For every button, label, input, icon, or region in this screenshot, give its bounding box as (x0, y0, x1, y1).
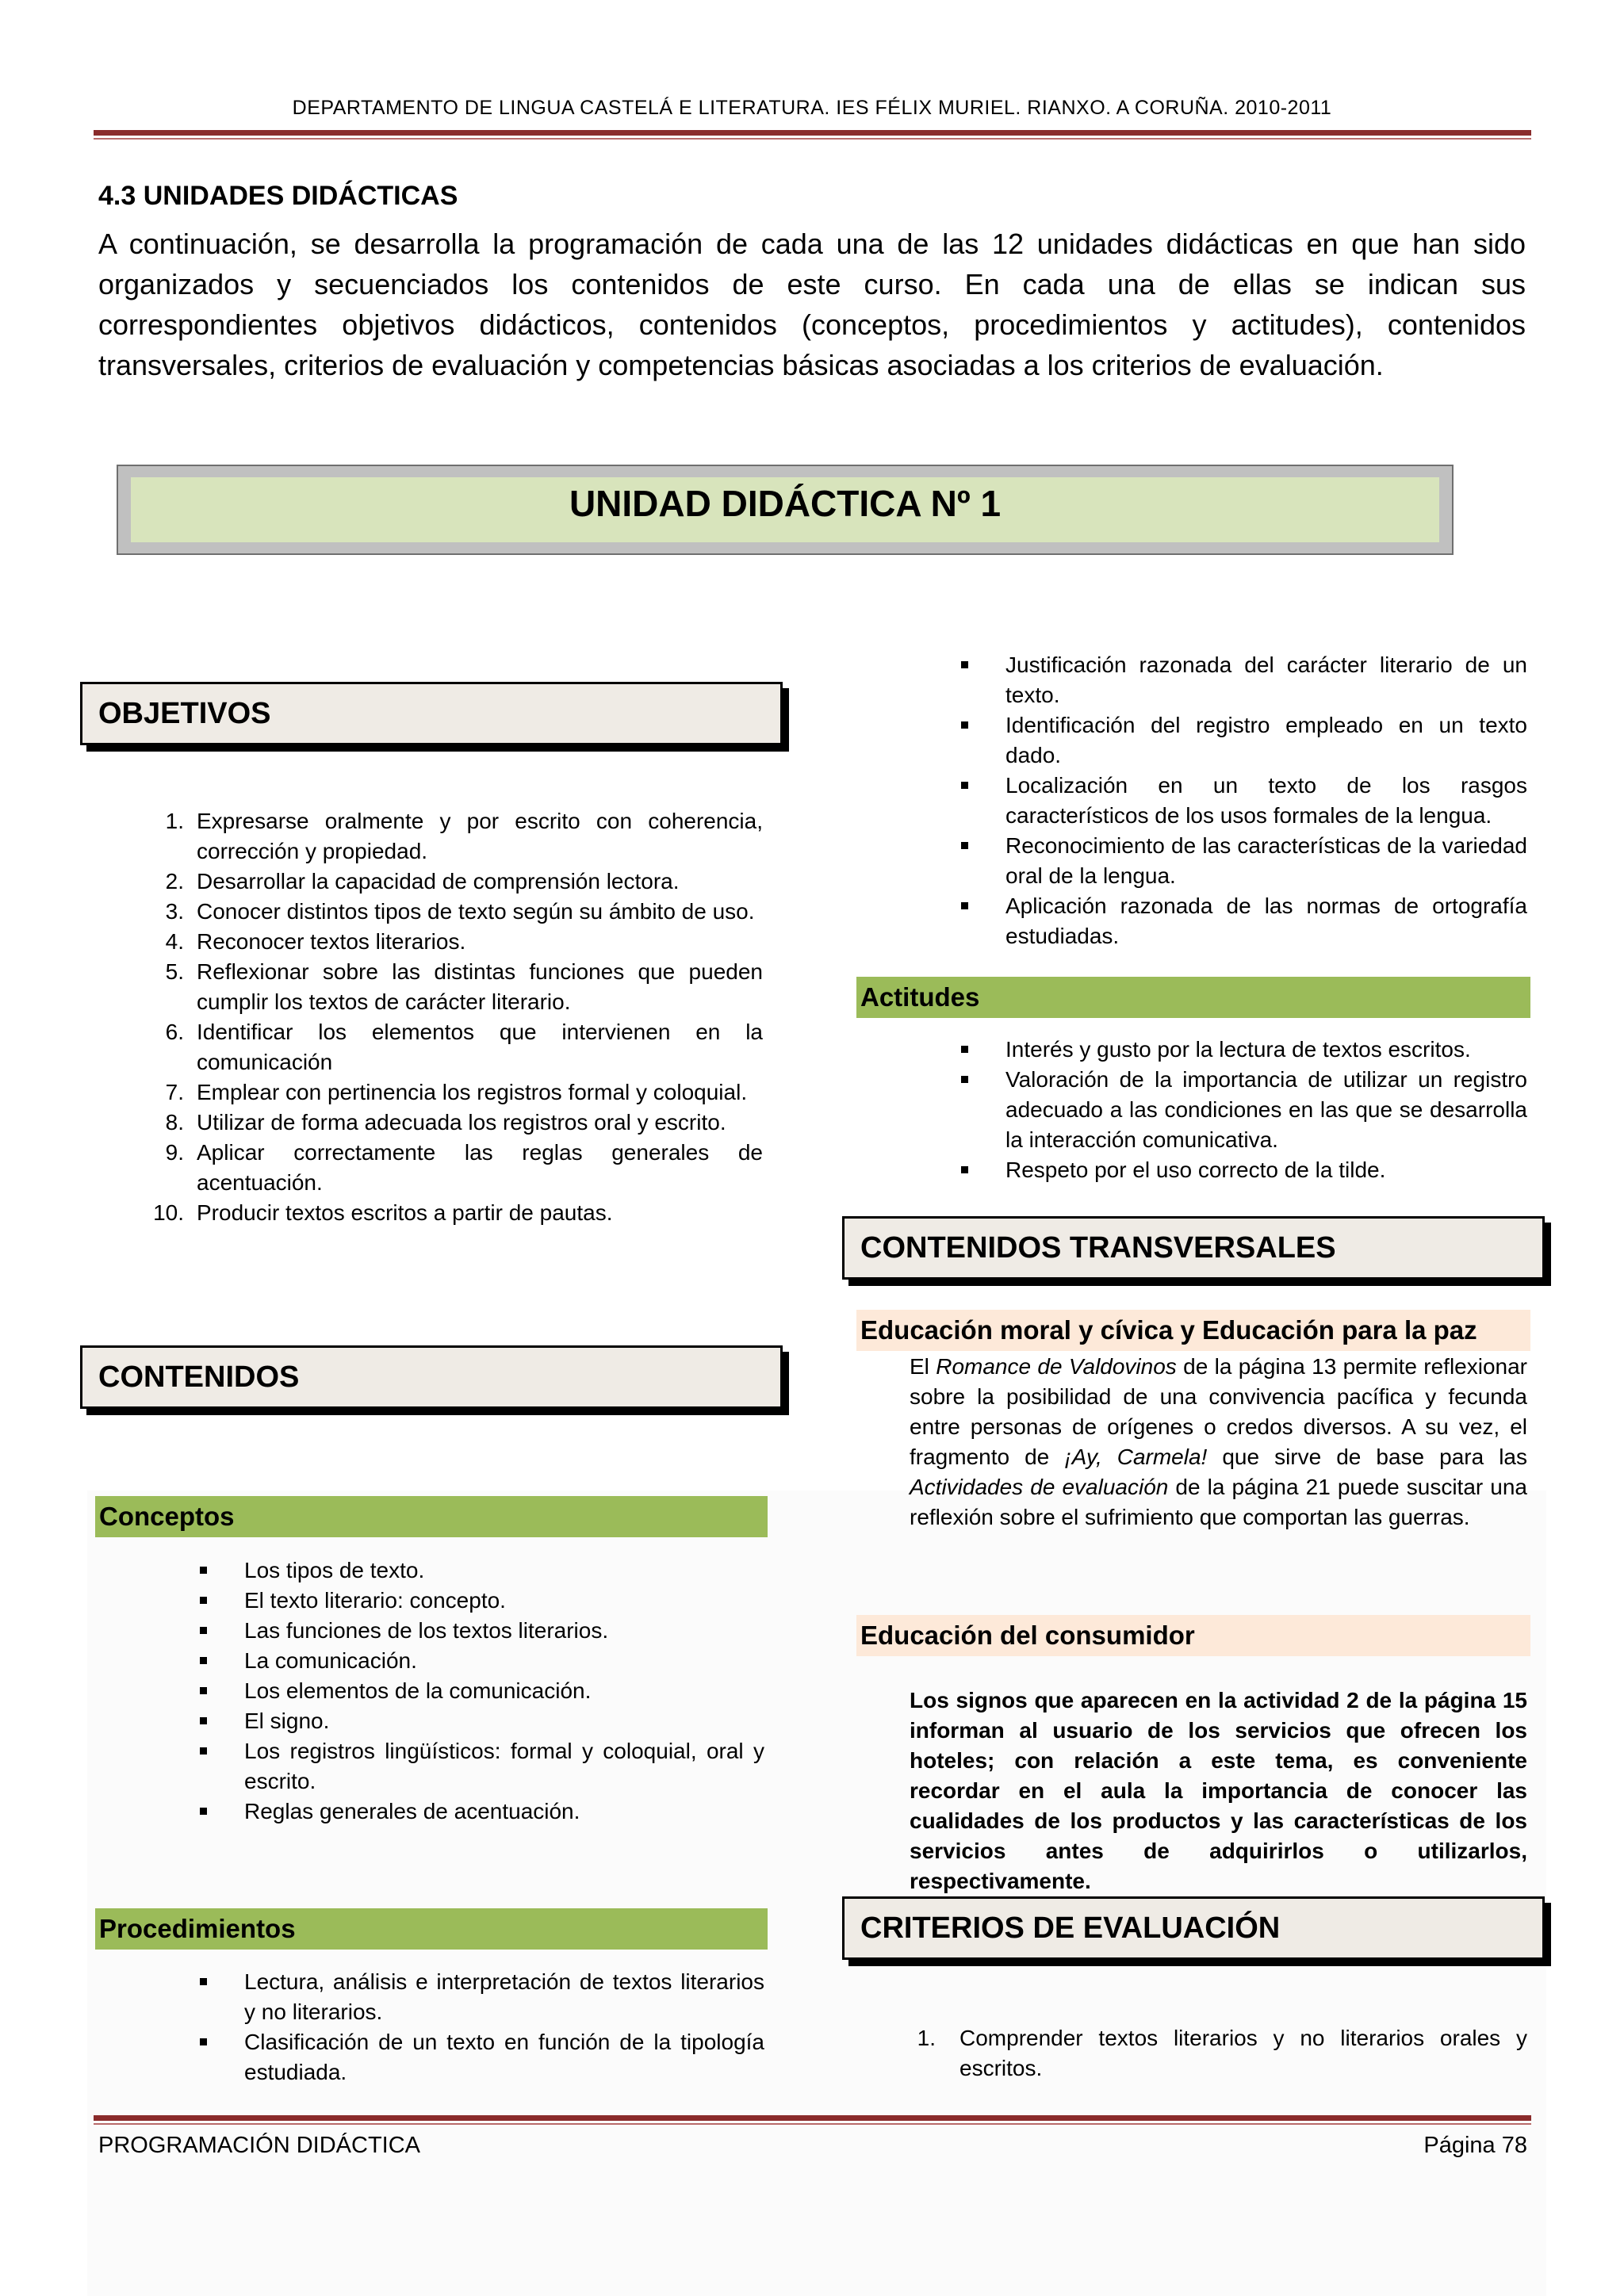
unit-title: UNIDAD DIDÁCTICA Nº 1 (569, 483, 1002, 524)
moral-bar (856, 1310, 1530, 1351)
criterios-heading: CRITERIOS DE EVALUACIÓN (860, 1911, 1281, 1945)
intro-paragraph: A continuación, se desarrolla la programación de cada una de las 12 unidades didácticas en que han sido organizados y secuenciados los contenidos de este curso. En cada una de ellas se indican sus correspondientes objetivos didácticos, contenidos (conceptos, procedimientos y actitudes), contenidos transversales, criterios de evaluación y competencias básicas asociadas a los criterios de evaluación. (98, 228, 1526, 381)
list-item: 3. Conocer distintos tipos de texto según su ámbito de uso. (165, 899, 755, 924)
list-item: 4. Reconocer textos literarios. (165, 929, 466, 954)
actitudes-bar (856, 977, 1530, 1018)
list-item: Lectura, análisis e interpretación de textos literarios y no literarios. (197, 1967, 764, 2027)
list-item: 9. Aplicar correctamente las reglas generales de acentuación. (165, 1140, 763, 1195)
unit-title-box (117, 465, 1454, 555)
conceptos-list (197, 1556, 764, 1827)
list-item: 10. Producir textos escritos a partir de pautas. (153, 1200, 613, 1225)
list-item: Interés y gusto por la lectura de textos escritos. (958, 1035, 1527, 1065)
list-item: 1. Expresarse oralmente y por escrito con coherencia, corrección y propiedad. (165, 809, 763, 863)
list-item: Los tipos de texto. (197, 1556, 764, 1586)
list-item: Identificación del registro empleado en un texto dado. (958, 710, 1527, 771)
list-item: Los elementos de la comunicación. (197, 1676, 764, 1706)
transversales-heading: CONTENIDOS TRANSVERSALES (860, 1230, 1336, 1265)
section-title: 4.3 UNIDADES DIDÁCTICAS (98, 181, 458, 211)
page-header: DEPARTAMENTO DE LINGUA CASTELÁ E LITERATURA. IES FÉLIX MURIEL. RIANXO. A CORUÑA. 2010-2011 (292, 97, 1332, 119)
list-item: Los registros lingüísticos: formal y coloquial, oral y escrito. (197, 1736, 764, 1797)
list-item: Clasificación de un texto en función de la tipología estudiada. (197, 2027, 764, 2087)
list-item: Justificación razonada del carácter literario de un texto. (958, 650, 1527, 710)
list-item: Reglas generales de acentuación. (197, 1797, 764, 1827)
list-item: 5. Reflexionar sobre las distintas funciones que pueden cumplir los textos de carácter literario. (165, 959, 763, 1014)
consumidor-bar (856, 1615, 1530, 1656)
moral-label: Educación moral y cívica y Educación para la paz (860, 1315, 1477, 1345)
list-item: Respeto por el uso correcto de la tilde. (958, 1155, 1527, 1185)
list-item: 7. Emplear con pertinencia los registros formal y coloquial. (165, 1080, 748, 1104)
list-item: 8. Utilizar de forma adecuada los registros oral y escrito. (165, 1110, 726, 1135)
list-item: Las funciones de los textos literarios. (197, 1616, 764, 1646)
list-item: La comunicación. (197, 1646, 764, 1676)
list-item: Localización en un texto de los rasgos característicos de los usos formales de la lengua. (958, 771, 1527, 831)
consumidor-paragraph: Los signos que aparecen en la actividad 2 de la página 15 informan al usuario de los servicios que ofrecen los hoteles; con relación a este tema, es conveniente recordar en el aula la importancia de conocer las cualidades de los productos y las características de los servicios antes de adquirirlos o utilizarlos, respectivamente. (910, 1688, 1527, 1893)
procedimientos-list-left (197, 1967, 764, 2087)
criterios-heading-box (842, 1896, 1545, 1960)
list-item: El texto literario: concepto. (197, 1586, 764, 1616)
actitudes-label: Actitudes (860, 982, 980, 1012)
consumidor-label: Educación del consumidor (860, 1621, 1195, 1650)
list-item: Aplicación razonada de las normas de ortografía estudiadas. (958, 891, 1527, 951)
header-rule (94, 130, 1531, 140)
criterios-list (907, 2023, 1527, 2084)
list-item: Valoración de la importancia de utilizar un registro adecuado a las condiciones en las que se desarrolla la interacción comunicativa. (958, 1065, 1527, 1155)
objetivos-heading: OBJETIVOS (98, 696, 271, 730)
page-number: Página 78 (1423, 2133, 1527, 2158)
list-item: Reconocimiento de las características de la variedad oral de la lengua. (958, 831, 1527, 891)
list-item: El signo. (197, 1706, 764, 1736)
contenidos-heading-box (80, 1345, 783, 1409)
procedimientos-list-right (958, 650, 1527, 951)
actitudes-list (958, 1035, 1527, 1185)
transversales-heading-box (842, 1216, 1545, 1280)
procedimientos-label: Procedimientos (99, 1914, 296, 1943)
list-item: 6. Identificar los elementos que intervienen en la comunicación (165, 1020, 763, 1074)
conceptos-bar (95, 1496, 768, 1537)
list-item: 2. Desarrollar la capacidad de comprensión lectora. (165, 869, 680, 894)
procedimientos-bar (95, 1908, 768, 1950)
objetivos-list (144, 806, 763, 1228)
objetivos-heading-box (80, 682, 783, 745)
list-item: 1. Comprender textos literarios y no literarios orales y escritos. (917, 2026, 1527, 2080)
contenidos-heading: CONTENIDOS (98, 1360, 300, 1394)
conceptos-label: Conceptos (99, 1502, 235, 1531)
footer-rule (94, 2115, 1531, 2125)
footer-title: PROGRAMACIÓN DIDÁCTICA (98, 2133, 421, 2158)
moral-paragraph: El Romance de Valdovinos de la página 13 permite reflexionar sobre la posibilidad de una convivencia pacífica y fecunda entre personas de orígenes o credos diversos. A su vez, el fragmento de ¡Ay, Carmela! que sirve de base para las Actividades de evaluación de la página 21 puede suscitar una reflexión sobre el sufrimiento que comportan las guerras. (910, 1354, 1528, 1529)
